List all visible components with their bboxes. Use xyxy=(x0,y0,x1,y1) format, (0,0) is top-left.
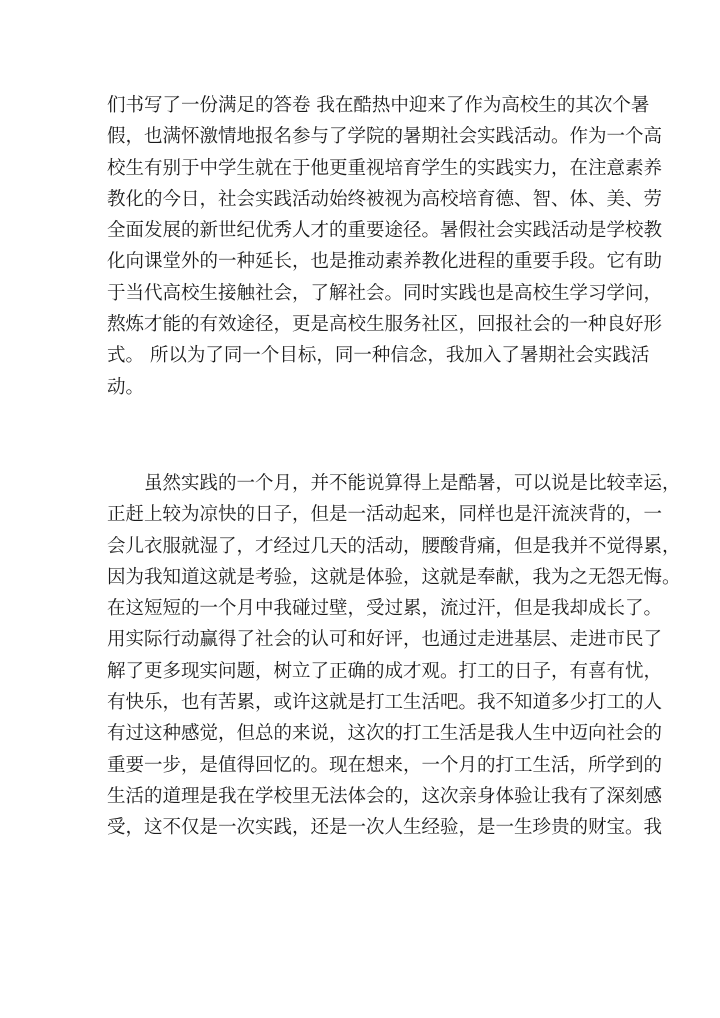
text-line: 解了更多现实问题，树立了正确的成才观。打工的日子，有喜有忧， xyxy=(107,660,663,682)
text-line: 正赶上较为凉快的日子，但是一活动起来，同样也是汗流浃背的，一 xyxy=(107,504,663,526)
text-line: 受，这不仅是一次实践，还是一次人生经验，是一生珍贵的财宝。我 xyxy=(107,817,663,839)
text-line: 式。 所以为了同一个目标，同一种信念，我加入了暑期社会实践活 xyxy=(107,345,650,367)
text-line: 因为我知道这就是考验，这就是体验，这就是奉献，我为之无怨无悔。 xyxy=(107,566,681,588)
text-line: 会儿衣服就湿了，才经过几天的活动，腰酸背痛，但是我并不觉得累， xyxy=(107,535,681,557)
text-line: 熬炼才能的有效途径，更是高校生服务社区，回报社会的一种良好形 xyxy=(107,314,663,336)
text-line: 在这短短的一个月中我碰过壁，受过累，流过汗，但是我却成长了。 xyxy=(107,598,663,620)
text-line: 于当代高校生接触社会，了解社会。同时实践也是高校生学习学问， xyxy=(107,282,663,304)
text-line: 有快乐，也有苦累，或许这就是打工生活吧。我不知道多少打工的人 xyxy=(107,692,663,714)
text-line: 校生有别于中学生就在于他更重视培育学生的实践实力，在注意素养 xyxy=(107,157,663,179)
text-line: 化向课堂外的一种延长，也是推动素养教化进程的重要手段。它有助 xyxy=(107,251,663,273)
paragraph-1 xyxy=(107,90,663,403)
text-line: 有过这种感觉，但总的来说，这次的打工生活是我人生中迈向社会的 xyxy=(107,723,663,745)
paragraph-2 xyxy=(107,468,681,844)
text-line: 用实际行动赢得了社会的认可和好评，也通过走进基层、走进市民了 xyxy=(107,629,663,651)
text-line: 重要一步，是值得回忆的。现在想来，一个月的打工生活，所学到的 xyxy=(107,754,663,776)
text-line: 教化的今日，社会实践活动始终被视为高校培育德、智、体、美、劳 xyxy=(107,188,663,210)
text-line: 虽然实践的一个月，并不能说算得上是酷暑，可以说是比较幸运， xyxy=(107,473,681,494)
text-line: 们书写了一份满足的答卷 我在酷热中迎来了作为高校生的其次个暑 xyxy=(107,95,650,116)
text-line: 动。 xyxy=(107,376,145,398)
text-line: 全面发展的新世纪优秀人才的重要途径。暑假社会实践活动是学校教 xyxy=(107,220,663,242)
text-line: 生活的道理是我在学校里无法体会的，这次亲身体验让我有了深刻感 xyxy=(107,785,663,807)
text-line: 假，也满怀激情地报名参与了学院的暑期社会实践活动。作为一个高 xyxy=(107,126,663,148)
